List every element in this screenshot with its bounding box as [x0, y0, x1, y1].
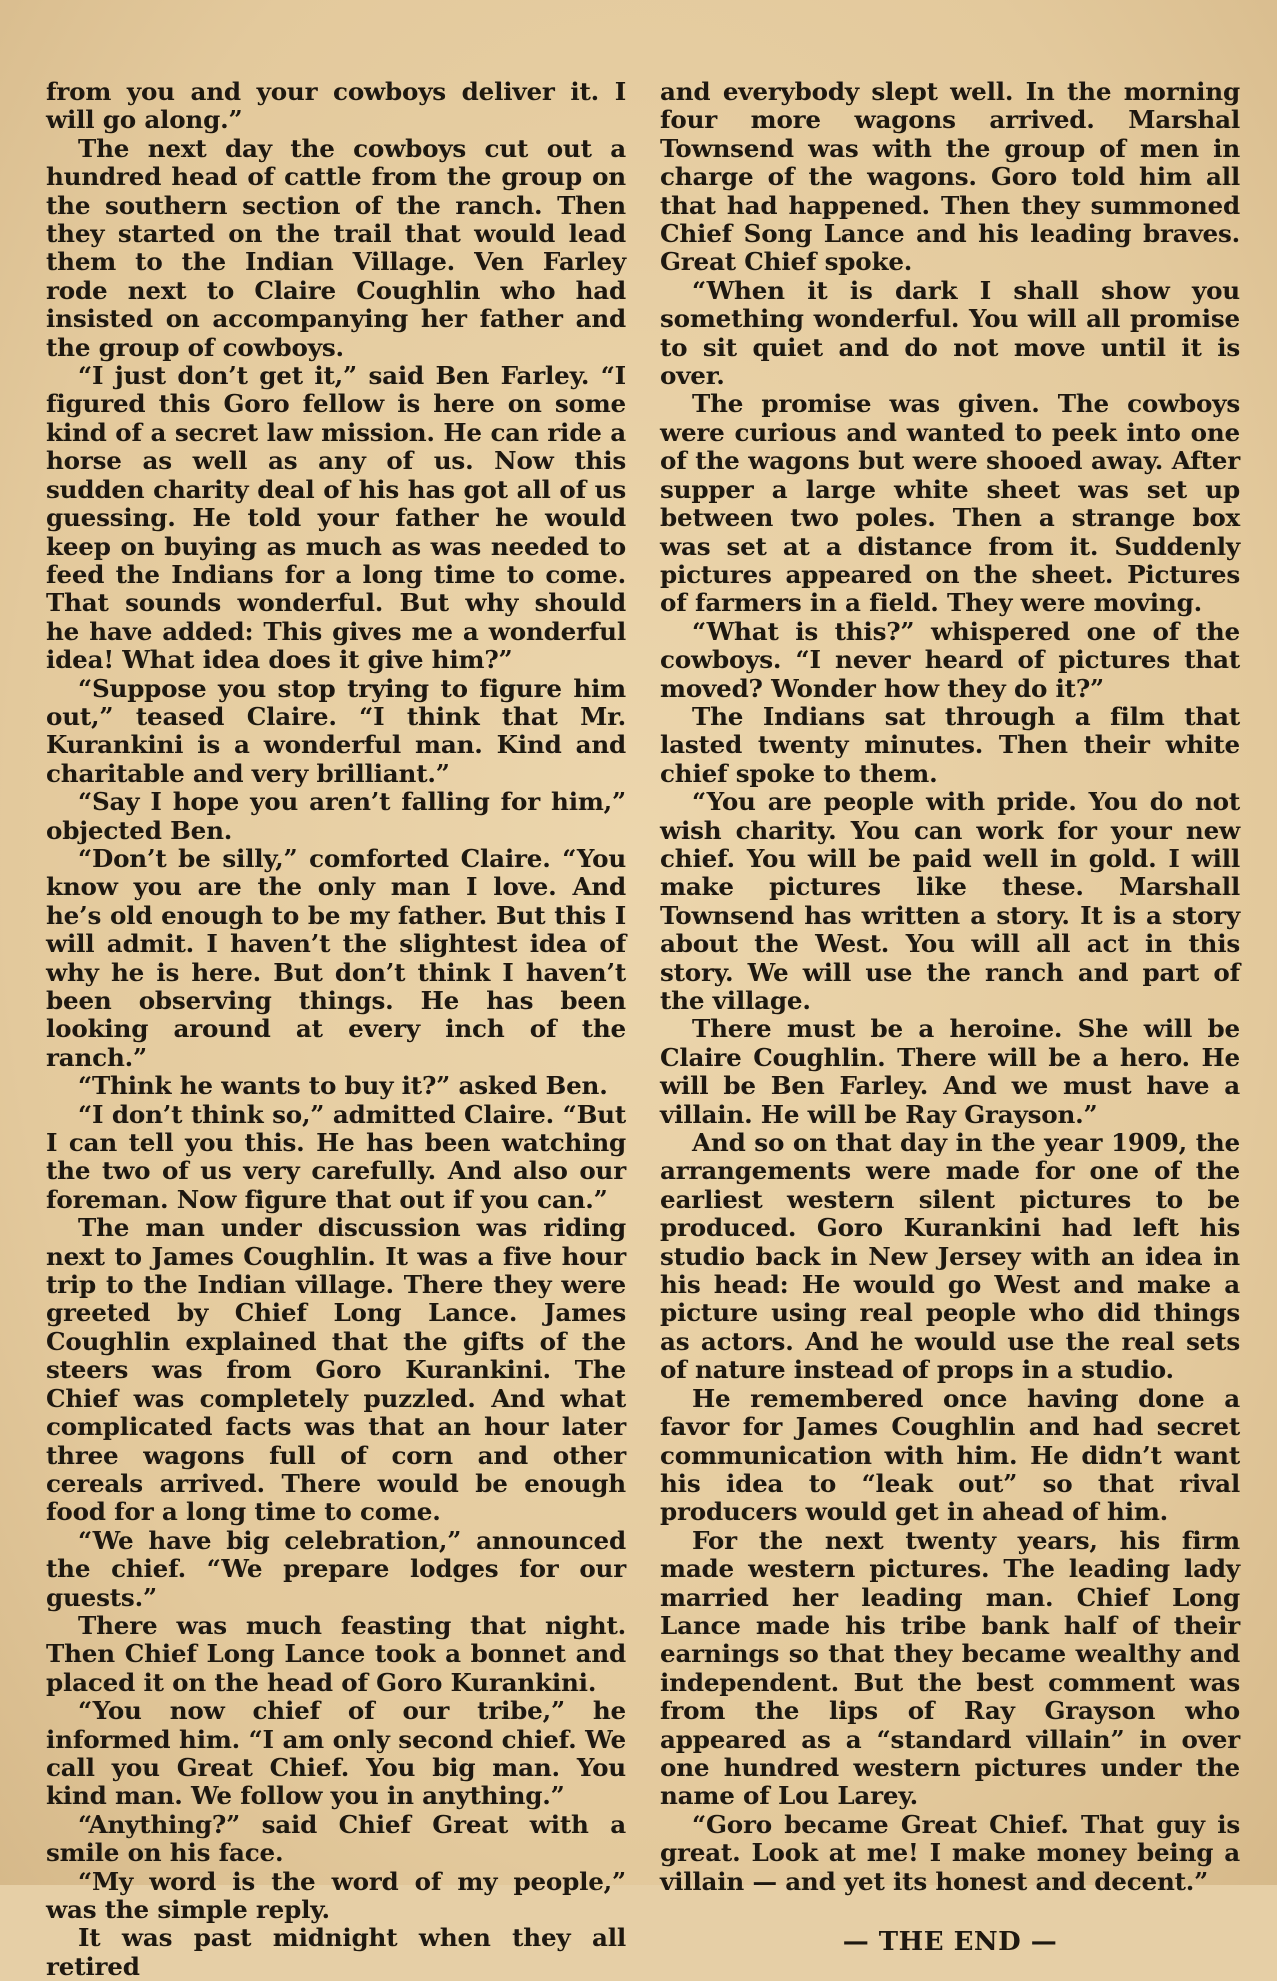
paragraph: “You now chief of our tribe,” he informed him. “I am only second chief. We call you Great Chief. You big man. You kind man. We follow you in anything.” [46, 1696, 626, 1811]
paragraph: For the next twenty years, his firm made western pictures. The leading lady married her leading man. Chief Long Lance made his tribe bank half of their earnings so that they became wealthy and independent. But the best comment was from the lips of Ray Grayson who appeared as a “standard villain” in over one hundred western pictures under the name of Lou Larey. [660, 1525, 1240, 1811]
paragraph: “Say I hope you aren’t falling for him,” objected Ben. [46, 787, 626, 845]
paragraph: from you and your cowboys deliver it. I will go along.” [46, 77, 626, 135]
paragraph: “Goro became Great Chief. That guy is great. Look at me! I make money being a villain — and yet its honest and decent.” [660, 1809, 1240, 1896]
paragraph: And so on that day in the year 1909, the arrangements were made for one of the earliest western silent pictures to be produced. Goro Kurankini had left his studio back in New Jersey with an idea in his head: He would go West and make a picture using real people who did things as actors. And he would use the real sets of nature instead of props in a studio. [660, 1128, 1240, 1385]
paragraph: “Think he wants to buy it?” asked Ben. [78, 1071, 608, 1101]
paragraph: “My word is the word of my people,” was the simple reply. [46, 1866, 626, 1924]
paragraph: “When it is dark I shall show you something wonderful. You will all promise to sit quiet and do not move until it is over. [660, 275, 1240, 391]
paragraph: “I just don’t get it,” said Ben Farley. “I figured this Goro fellow is here on some kind of a secret law mission. He can ride a horse as well as any of us. Now this sudden charity deal of his has got all of us guessing. He told your father he would keep on buying as much as was needed to feed the Indians for a long time to come. That sounds wonderful. But why should he have added: This gives me a wonderful idea! What idea does it give him?” [46, 361, 626, 675]
paragraph: There was much feasting that night. Then Chief Long Lance took a bonnet and placed it on the head of Goro Kurankini. [46, 1610, 626, 1697]
paragraph: “Anything?” said Chief Great with a smile on his face. [46, 1809, 626, 1868]
paragraph: The promise was given. The cowboys were curious and wanted to peek into one of the wagons but were shooed away. After supper a large white sheet was set up between two poles. Then a strange box was set at a distance from it. Suddenly pictures appeared on the sheet. Pictures of farmers in a field. They were moving. [660, 389, 1240, 618]
paragraph: The man under discussion was riding next to James Coughlin. It was a five hour trip to the Indian village. There they were greeted by Chief Long Lance. James Coughlin explained that the gifts of the steers was from Goro Kurankini. The Chief was completely puzzled. And what complicated facts was that an hour later three wagons full of corn and other cereals arrived. There would be enough food for a long time to come. [46, 1213, 626, 1527]
paragraph: It was past midnight when they all retired [46, 1923, 626, 1981]
paragraph: “What is this?” whispered one of the cowboys. “I never heard of pictures that moved? Wonder how they do it?” [660, 616, 1240, 703]
paragraph: “We have big celebration,” announced the chief. “We prepare lodges for our guests.” [46, 1525, 626, 1612]
paragraph: There must be a heroine. She will be Claire Coughlin. There will be a hero. He will be Ben Farley. And we must have a villain. He will be Ray Grayson.” [660, 1014, 1240, 1129]
paragraph: The next day the cowboys cut out a hundred head of cattle from the group on the southern section of the ranch. Then they started on the trail that would lead them to the Indian Village. Ven Farley rode next to Claire Coughlin who had insisted on accompanying her father and the group of cowboys. [46, 133, 626, 362]
left-text-column [46, 78, 626, 1981]
paragraph: “I don’t think so,” admitted Claire. “But I can tell you this. He has been watching the two of us very carefully. And also our foreman. Now figure that out if you can.” [46, 1099, 626, 1214]
paragraph: “Suppose you stop trying to figure him out,” teased Claire. “I think that Mr. Kurankini is a wonderful man. Kind and charitable and very brilliant.” [46, 673, 626, 788]
paragraph: “Don’t be silly,” comforted Claire. “You know you are the only man I love. And he’s old enough to be my father. But this I will admit. I haven’t the slightest idea of why he is here. But don’t think I haven’t been observing things. He has been looking around at every inch of the ranch.” [46, 843, 626, 1072]
right-text-column [660, 78, 1240, 1956]
paragraph: He remembered once having done a favor for James Coughlin and had secret communication with him. He didn’t want his idea to “leak out” so that rival producers would get in ahead of him. [660, 1383, 1240, 1527]
paragraph: The Indians sat through a film that lasted twenty minutes. Then their white chief spoke to them. [660, 701, 1240, 788]
paragraph: and everybody slept well. In the morning four more wagons arrived. Marshal Townsend was with the group of men in charge of the wagons. Goro told him all that had happened. Then they summoned Chief Song Lance and his leading braves. Great Chief spoke. [660, 77, 1240, 277]
paragraph: “You are people with pride. You do not wish charity. You can work for your new chief. You will be paid well in gold. I will make pictures like these. Marshall Townsend has written a story. It is a story about the West. You will all act in this story. We will use the ranch and part of the village. [660, 787, 1240, 1015]
the-end-marker: — THE END — [842, 1927, 1058, 1957]
